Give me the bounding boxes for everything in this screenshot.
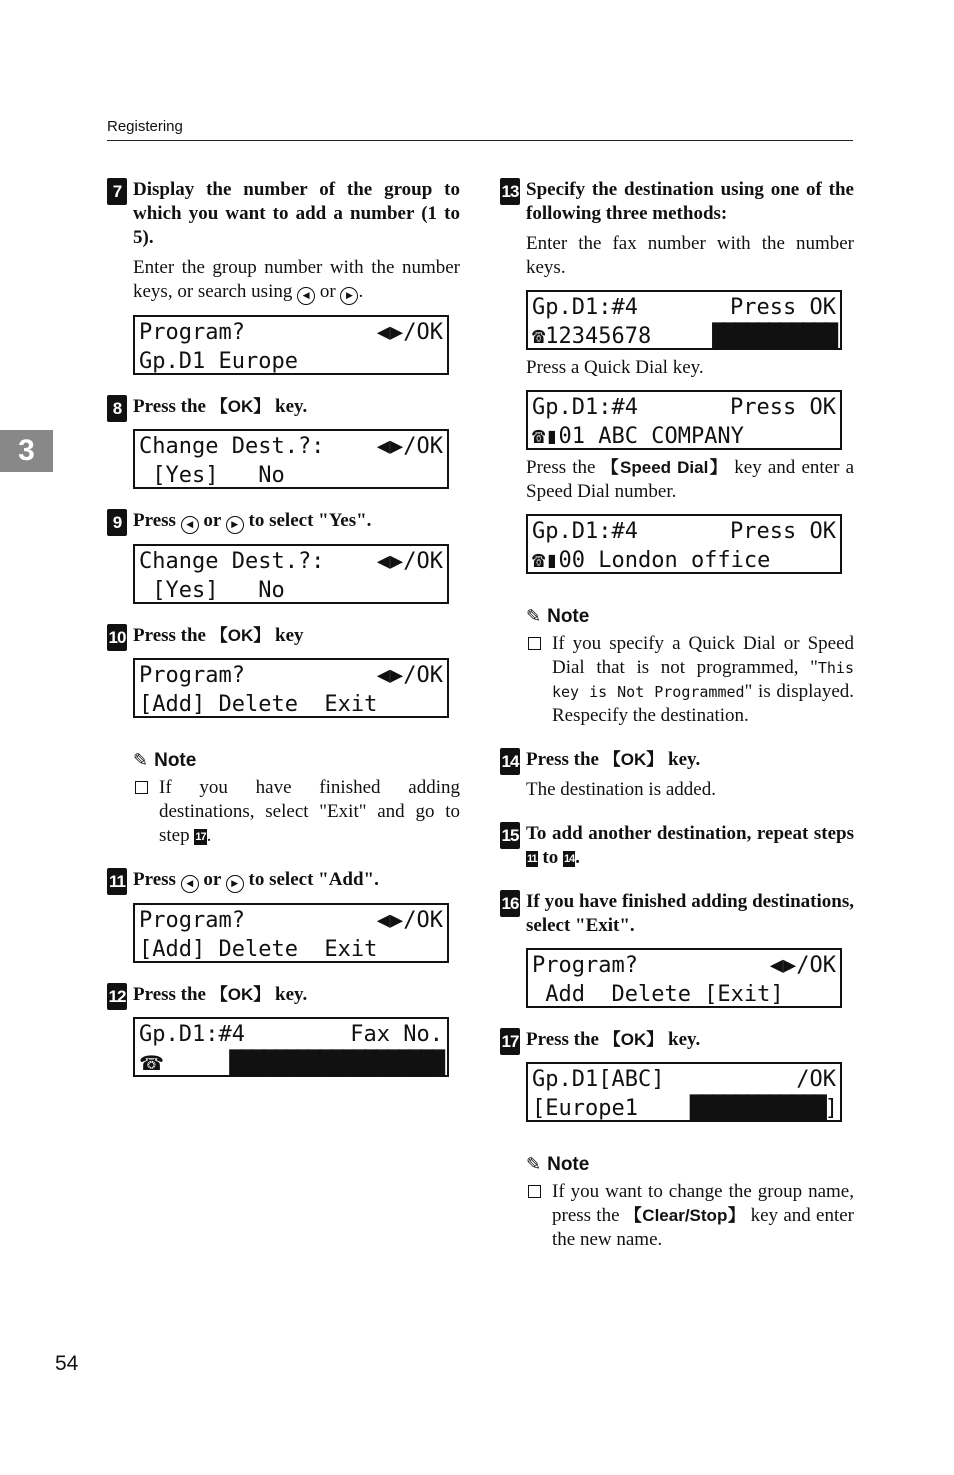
- checkbox-bullet-icon: [135, 781, 148, 794]
- step-description: Enter the group number with the number keys, or search using ◀ or ▶ .: [133, 256, 460, 305]
- step-7: [107, 178, 460, 375]
- running-header: Registering: [107, 118, 183, 135]
- step-9: [107, 509, 460, 604]
- page-number: 54: [55, 1352, 79, 1375]
- right-arrow-icon: ▶: [340, 287, 358, 305]
- step-ref: 11: [527, 853, 537, 865]
- note-item: If you have finished adding destinations, select "Exit" and go to step 17.: [133, 776, 460, 848]
- lcd-display: Program? ◀▶/OK Gp.D1 Europe: [133, 315, 449, 375]
- step-number: 9: [107, 509, 127, 536]
- ok-key-label: 【OK】: [603, 750, 664, 769]
- step-number: 11: [107, 868, 127, 895]
- step-11: [107, 868, 460, 963]
- left-arrow-icon: ◀: [181, 516, 199, 534]
- speed-dial-key-label: 【Speed Dial】: [601, 458, 729, 477]
- input-blocks: ████████████]: [689, 1096, 836, 1121]
- pencil-icon: ✎: [526, 1154, 542, 1175]
- lcd-display: Program? ◀▶/OK Add Delete [Exit]: [526, 948, 842, 1008]
- step-number: 12: [107, 983, 127, 1010]
- step-17: [500, 1028, 854, 1122]
- header-rule: [107, 140, 853, 141]
- step-10: [107, 624, 460, 718]
- step-description: Press the 【Speed Dial】 key and enter a Speed Dial number.: [526, 457, 854, 502]
- lcd-display: Gp.D1:#4 Press OK ☎▮00 London office: [526, 514, 842, 574]
- chapter-tab: 3: [0, 430, 53, 472]
- ok-key-label: 【OK】: [603, 1030, 664, 1049]
- note-item: If you want to change the group name, press the 【Clear/Stop】 key and enter the new name.: [526, 1180, 854, 1252]
- step-number: 7: [107, 178, 127, 205]
- step-description: Press a Quick Dial key.: [526, 357, 704, 378]
- step-title: If you have finished adding destinations, select "Exit".: [526, 891, 854, 936]
- step-title: Display the number of the group to which you want to add a number (1 to 5).: [133, 179, 460, 248]
- right-arrow-icon: ▶: [226, 875, 244, 893]
- note-block: [500, 1154, 854, 1252]
- display-message: This key is Not Programmed: [552, 659, 854, 701]
- step-description: Enter the fax number with the number keys.: [526, 233, 854, 278]
- step-title: Press the 【OK】 key: [133, 625, 304, 646]
- step-title: Press the 【OK】 key.: [133, 984, 308, 1005]
- note-heading: ✎ Note: [526, 606, 590, 627]
- checkbox-bullet-icon: [528, 1185, 541, 1198]
- step-number: 8: [107, 395, 127, 422]
- lcd-display: Gp.D1:#4 Press OK ☎▮01 ABC COMPANY: [526, 390, 842, 450]
- pencil-icon: ✎: [133, 750, 149, 771]
- step-12: [107, 983, 460, 1077]
- step-number: 17: [500, 1028, 520, 1055]
- note-block: [500, 606, 854, 728]
- step-number: 15: [500, 822, 520, 849]
- left-arrow-icon: ◀: [297, 287, 315, 305]
- step-13: [500, 178, 854, 574]
- step-title: Press the 【OK】 key.: [526, 749, 701, 770]
- ok-key-label: 【OK】: [210, 626, 271, 645]
- pencil-icon: ✎: [526, 606, 542, 627]
- ok-key-label: 【OK】: [210, 985, 271, 1004]
- phone-icon: ☎: [139, 1051, 164, 1075]
- lcd-display: Gp.D1[ABC] /OK [Europe1 ████████████]: [526, 1062, 842, 1122]
- note-block: [107, 750, 460, 848]
- step-title: Press ◀ or ▶ to select "Yes".: [133, 509, 460, 534]
- lcd-display: Change Dest.?: ◀▶/OK [Yes] No: [133, 544, 449, 604]
- input-blocks: ███████████████████: [229, 1051, 443, 1076]
- step-8: [107, 395, 460, 489]
- step-number: 10: [107, 624, 127, 651]
- step-title: Press the 【OK】 key.: [526, 1029, 701, 1050]
- ok-key-label: 【OK】: [210, 397, 271, 416]
- step-title: To add another destination, repeat steps 11 to 14.: [526, 823, 854, 868]
- clear-stop-key-label: 【Clear/Stop】: [624, 1206, 746, 1225]
- note-item: If you specify a Quick Dial or Speed Dial that is not programmed, "This key is Not Programmed" is displayed. Respecify the destination.: [526, 632, 854, 728]
- step-16: [500, 890, 854, 1008]
- left-arrow-icon: ◀: [181, 875, 199, 893]
- step-14: [500, 748, 854, 802]
- step-description: The destination is added.: [526, 779, 716, 800]
- step-title: Press the 【OK】 key.: [133, 396, 308, 417]
- left-column: [107, 178, 460, 1077]
- right-column: [500, 178, 854, 1252]
- note-heading: ✎ Note: [526, 1154, 590, 1175]
- lcd-display: Program? ◀▶/OK [Add] Delete Exit: [133, 903, 449, 963]
- lcd-display: Gp.D1:#4 Press OK ☎12345678 ███████████: [526, 290, 842, 350]
- step-title: Press ◀ or ▶ to select "Add".: [133, 868, 460, 893]
- step-ref: 14: [563, 853, 575, 865]
- lcd-display: Program? ◀▶/OK [Add] Delete Exit: [133, 658, 449, 718]
- step-number: 16: [500, 890, 520, 917]
- checkbox-bullet-icon: [528, 637, 541, 650]
- lcd-display: Change Dest.?: ◀▶/OK [Yes] No: [133, 429, 449, 489]
- step-15: [500, 822, 854, 870]
- right-arrow-icon: ▶: [226, 516, 244, 534]
- step-title: Specify the destination using one of the following three methods:: [526, 179, 854, 224]
- step-ref: 17: [195, 831, 206, 843]
- step-number: 13: [500, 178, 520, 205]
- input-blocks: ███████████: [712, 324, 836, 349]
- lcd-display: Gp.D1:#4 Fax No. ☎ ███████████████████: [133, 1017, 449, 1077]
- note-heading: ✎ Note: [133, 750, 197, 771]
- step-number: 14: [500, 748, 520, 775]
